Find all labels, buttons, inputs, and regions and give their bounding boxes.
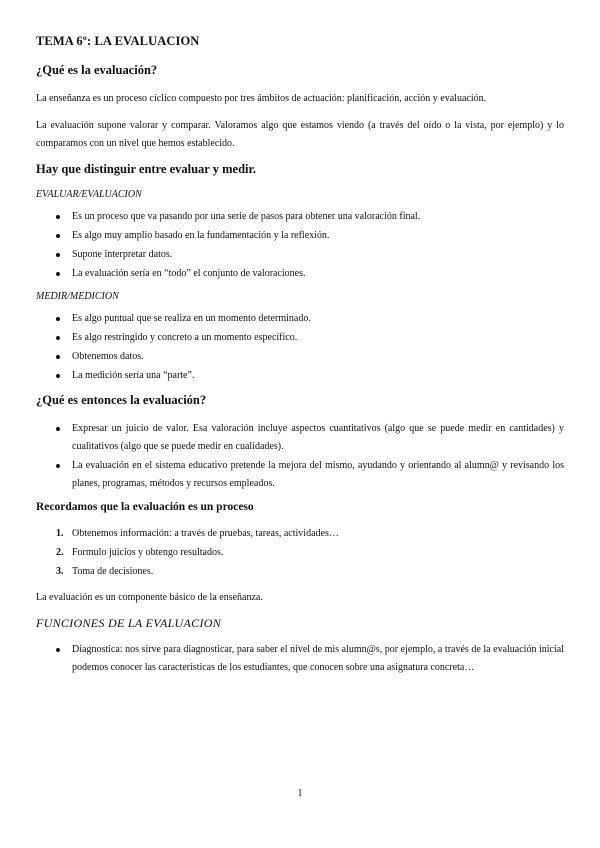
item-text: Obtenemos información: a través de pruebas, tareas, actividades… bbox=[72, 528, 339, 539]
list-item: Es algo puntual que se realiza en un momento determinado. bbox=[36, 310, 564, 328]
list-item bbox=[36, 525, 564, 543]
list-item: La medición sería una “parte”. bbox=[36, 367, 564, 385]
label-medir: MEDIR/MEDICION bbox=[36, 291, 119, 302]
heading-entonces: ¿Qué es entonces la evaluación? bbox=[36, 393, 207, 407]
list-item bbox=[36, 544, 564, 562]
list-item bbox=[36, 563, 564, 581]
list-item: Es un proceso que va pasando por una serie de pasos para obtener una valoración final. bbox=[36, 208, 564, 226]
paragraph-ensenanza: La enseñanza es un proceso cíclico compuesto por tres ámbitos de actuación: planificación, acción y evaluación. bbox=[36, 93, 487, 104]
list-item: Es algo muy amplio basado en la fundamentación y la reflexión. bbox=[36, 227, 564, 245]
heading-recordamos: Recordamos que la evaluación es un proceso bbox=[36, 501, 254, 513]
item-number: 2. bbox=[56, 547, 64, 558]
page-number: 1 bbox=[297, 788, 303, 799]
heading-que-es: ¿Qué es la evaluación? bbox=[36, 63, 158, 77]
item-number: 3. bbox=[56, 566, 64, 577]
item-text: Toma de decisiones. bbox=[72, 566, 154, 577]
list-evaluar bbox=[36, 208, 564, 283]
item-text: Formulo juicios y obtengo resultados. bbox=[72, 547, 224, 558]
label-evaluar: EVALUAR/EVALUACION bbox=[36, 189, 142, 200]
list-entonces bbox=[36, 420, 564, 493]
list-medir bbox=[36, 310, 564, 385]
document-title: TEMA 6º: LA EVALUACION bbox=[36, 34, 200, 48]
list-item: Diagnostica: nos sirve para diagnosticar, para saber el nivel de mis alumn@s, por ejemplo, a través de la evaluación inicial podemos conocer las características de los estudiantes, que conocen sobre una asignatura concreta… bbox=[36, 641, 564, 677]
heading-funciones: FUNCIONES DE LA EVALUACION bbox=[36, 616, 222, 630]
list-item: Es algo restringido y concreto a un momento específico. bbox=[36, 329, 564, 347]
list-item: Obtenemos datos. bbox=[36, 348, 564, 366]
document-page bbox=[36, 34, 564, 685]
list-item: Supone interpretar datos. bbox=[36, 246, 564, 264]
item-number: 1. bbox=[56, 528, 64, 539]
list-item: La evaluación en el sistema educativo pretende la mejora del mismo, ayudando y orientando al alumn@ y revisando los planes, programas, métodos y recursos empleados. bbox=[36, 457, 564, 493]
heading-distinguir: Hay que distinguir entre evaluar y medir. bbox=[36, 162, 257, 176]
list-funciones bbox=[36, 641, 564, 677]
list-item: Expresar un juicio de valor. Esa valoración incluye aspectos cuantitativos (algo que se puede medir en cantidades) y cualitativos (algo que se puede medir en cualidades). bbox=[36, 420, 564, 456]
paragraph-valorar: La evaluación supone valorar y comparar. Valoramos algo que estamos viendo (a través del oído o la vista, por ejemplo) y lo comparamos con un nivel que hemos establecido. bbox=[36, 120, 564, 149]
paragraph-componente: La evaluación es un componente básico de la enseñanza. bbox=[36, 592, 263, 603]
list-proceso bbox=[36, 525, 564, 581]
list-item: La evaluación sería en “todo” el conjunto de valoraciones. bbox=[36, 265, 564, 283]
